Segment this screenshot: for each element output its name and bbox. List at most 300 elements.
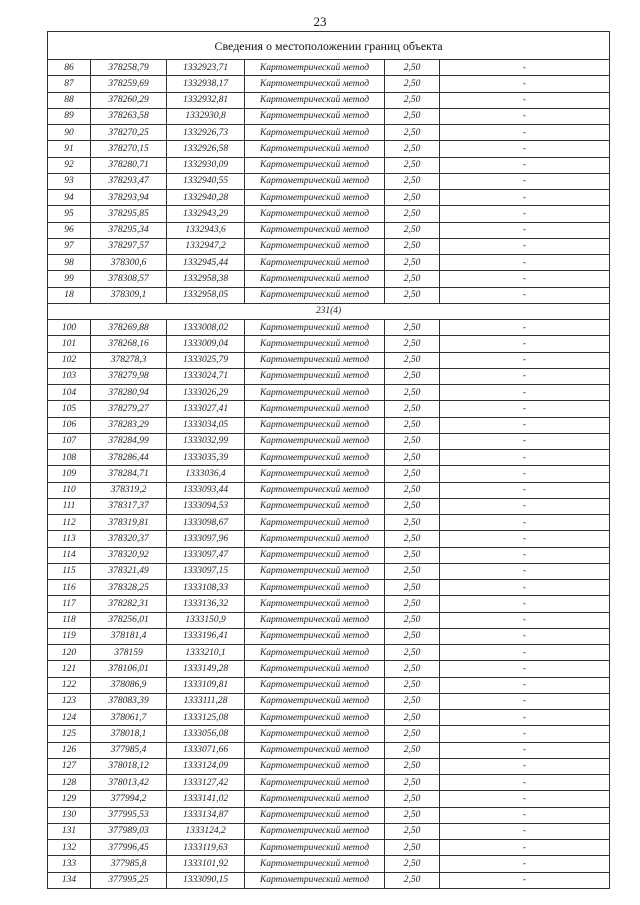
accuracy-cell: 2,50 bbox=[385, 255, 440, 271]
accuracy-cell: 2,50 bbox=[385, 60, 440, 76]
x-coordinate-cell: 378018,1 bbox=[91, 726, 167, 742]
x-coordinate-cell: 378282,31 bbox=[91, 596, 167, 612]
method-cell: Картометрический метод bbox=[245, 141, 385, 157]
table-row bbox=[48, 645, 610, 661]
description-cell: - bbox=[440, 336, 610, 352]
accuracy-cell: 2,50 bbox=[385, 515, 440, 531]
table-row bbox=[48, 710, 610, 726]
description-cell: - bbox=[440, 271, 610, 287]
description-cell: - bbox=[440, 840, 610, 856]
description-cell: - bbox=[440, 466, 610, 482]
method-cell: Картометрический метод bbox=[245, 76, 385, 92]
x-coordinate-cell: 378268,16 bbox=[91, 336, 167, 352]
point-number-cell: 114 bbox=[48, 547, 91, 563]
y-coordinate-cell: 1333094,53 bbox=[167, 498, 245, 514]
point-number-cell: 131 bbox=[48, 823, 91, 839]
point-number-cell: 88 bbox=[48, 92, 91, 108]
point-number-cell: 91 bbox=[48, 141, 91, 157]
point-number-cell: 124 bbox=[48, 710, 91, 726]
table-row bbox=[48, 693, 610, 709]
x-coordinate-cell: 378159 bbox=[91, 645, 167, 661]
table-row bbox=[48, 856, 610, 872]
y-coordinate-cell: 1333036,4 bbox=[167, 466, 245, 482]
description-cell: - bbox=[440, 222, 610, 238]
table-row bbox=[48, 125, 610, 141]
method-cell: Картометрический метод bbox=[245, 498, 385, 514]
point-number-cell: 93 bbox=[48, 173, 91, 189]
description-cell: - bbox=[440, 872, 610, 888]
point-number-cell: 101 bbox=[48, 336, 91, 352]
table-row bbox=[48, 352, 610, 368]
y-coordinate-cell: 1332930,09 bbox=[167, 157, 245, 173]
description-cell: - bbox=[440, 157, 610, 173]
description-cell: - bbox=[440, 515, 610, 531]
description-cell: - bbox=[440, 76, 610, 92]
accuracy-cell: 2,50 bbox=[385, 450, 440, 466]
x-coordinate-cell: 378308,57 bbox=[91, 271, 167, 287]
description-cell: - bbox=[440, 238, 610, 254]
x-coordinate-cell: 378018,12 bbox=[91, 758, 167, 774]
accuracy-cell: 2,50 bbox=[385, 466, 440, 482]
point-number-cell: 99 bbox=[48, 271, 91, 287]
table-row bbox=[48, 563, 610, 579]
accuracy-cell: 2,50 bbox=[385, 596, 440, 612]
method-cell: Картометрический метод bbox=[245, 596, 385, 612]
method-cell: Картометрический метод bbox=[245, 482, 385, 498]
x-coordinate-cell: 378270,25 bbox=[91, 125, 167, 141]
x-coordinate-cell: 378270,15 bbox=[91, 141, 167, 157]
x-coordinate-cell: 378284,71 bbox=[91, 466, 167, 482]
table-row bbox=[48, 742, 610, 758]
y-coordinate-cell: 1333141,02 bbox=[167, 791, 245, 807]
point-number-cell: 92 bbox=[48, 157, 91, 173]
point-number-cell: 121 bbox=[48, 661, 91, 677]
table-row bbox=[48, 238, 610, 254]
description-cell: - bbox=[440, 401, 610, 417]
accuracy-cell: 2,50 bbox=[385, 385, 440, 401]
x-coordinate-cell: 378320,37 bbox=[91, 531, 167, 547]
y-coordinate-cell: 1332943,29 bbox=[167, 206, 245, 222]
method-cell: Картометрический метод bbox=[245, 515, 385, 531]
x-coordinate-cell: 378013,42 bbox=[91, 775, 167, 791]
point-number-cell: 102 bbox=[48, 352, 91, 368]
y-coordinate-cell: 1332926,73 bbox=[167, 125, 245, 141]
table-row bbox=[48, 255, 610, 271]
x-coordinate-cell: 378061,7 bbox=[91, 710, 167, 726]
accuracy-cell: 2,50 bbox=[385, 775, 440, 791]
point-number-cell: 112 bbox=[48, 515, 91, 531]
table-row bbox=[48, 547, 610, 563]
y-coordinate-cell: 1333109,81 bbox=[167, 677, 245, 693]
point-number-cell: 95 bbox=[48, 206, 91, 222]
description-cell: - bbox=[440, 92, 610, 108]
y-coordinate-cell: 1333035,39 bbox=[167, 450, 245, 466]
x-coordinate-cell: 378280,94 bbox=[91, 385, 167, 401]
x-coordinate-cell: 378260,29 bbox=[91, 92, 167, 108]
description-cell: - bbox=[440, 60, 610, 76]
accuracy-cell: 2,50 bbox=[385, 157, 440, 173]
accuracy-cell: 2,50 bbox=[385, 791, 440, 807]
point-number-cell: 116 bbox=[48, 580, 91, 596]
point-number-cell: 129 bbox=[48, 791, 91, 807]
table-row bbox=[48, 498, 610, 514]
accuracy-cell: 2,50 bbox=[385, 482, 440, 498]
y-coordinate-cell: 1333093,44 bbox=[167, 482, 245, 498]
point-number-cell: 106 bbox=[48, 417, 91, 433]
y-coordinate-cell: 1332958,05 bbox=[167, 287, 245, 303]
method-cell: Картометрический метод bbox=[245, 222, 385, 238]
accuracy-cell: 2,50 bbox=[385, 336, 440, 352]
table-row bbox=[48, 287, 610, 303]
table-row bbox=[48, 433, 610, 449]
method-cell: Картометрический метод bbox=[245, 531, 385, 547]
method-cell: Картометрический метод bbox=[245, 206, 385, 222]
accuracy-cell: 2,50 bbox=[385, 92, 440, 108]
table-row bbox=[48, 60, 610, 76]
accuracy-cell: 2,50 bbox=[385, 222, 440, 238]
description-cell: - bbox=[440, 693, 610, 709]
description-cell: - bbox=[440, 596, 610, 612]
description-cell: - bbox=[440, 677, 610, 693]
x-coordinate-cell: 377996,45 bbox=[91, 840, 167, 856]
x-coordinate-cell: 378284,99 bbox=[91, 433, 167, 449]
y-coordinate-cell: 1333009,04 bbox=[167, 336, 245, 352]
x-coordinate-cell: 378320,92 bbox=[91, 547, 167, 563]
y-coordinate-cell: 1333098,67 bbox=[167, 515, 245, 531]
table-row bbox=[48, 401, 610, 417]
accuracy-cell: 2,50 bbox=[385, 710, 440, 726]
accuracy-cell: 2,50 bbox=[385, 726, 440, 742]
point-number-cell: 107 bbox=[48, 433, 91, 449]
table-row bbox=[48, 417, 610, 433]
method-cell: Картометрический метод bbox=[245, 287, 385, 303]
method-cell: Картометрический метод bbox=[245, 758, 385, 774]
description-cell: - bbox=[440, 255, 610, 271]
method-cell: Картометрический метод bbox=[245, 726, 385, 742]
method-cell: Картометрический метод bbox=[245, 336, 385, 352]
description-cell: - bbox=[440, 645, 610, 661]
table-row bbox=[48, 190, 610, 206]
table-row bbox=[48, 628, 610, 644]
method-cell: Картометрический метод bbox=[245, 693, 385, 709]
point-number-cell: 127 bbox=[48, 758, 91, 774]
table-row bbox=[48, 758, 610, 774]
y-coordinate-cell: 1333134,87 bbox=[167, 807, 245, 823]
method-cell: Картометрический метод bbox=[245, 645, 385, 661]
accuracy-cell: 2,50 bbox=[385, 417, 440, 433]
y-coordinate-cell: 1333150,9 bbox=[167, 612, 245, 628]
point-number-cell: 104 bbox=[48, 385, 91, 401]
method-cell: Картометрический метод bbox=[245, 255, 385, 271]
table-row bbox=[48, 466, 610, 482]
y-coordinate-cell: 1333026,29 bbox=[167, 385, 245, 401]
x-coordinate-cell: 378280,71 bbox=[91, 157, 167, 173]
description-cell: - bbox=[440, 726, 610, 742]
y-coordinate-cell: 1332932,81 bbox=[167, 92, 245, 108]
point-number-cell: 122 bbox=[48, 677, 91, 693]
x-coordinate-cell: 378256,01 bbox=[91, 612, 167, 628]
point-number-cell: 123 bbox=[48, 693, 91, 709]
section-label: 231(4) bbox=[48, 303, 610, 319]
y-coordinate-cell: 1333124,2 bbox=[167, 823, 245, 839]
x-coordinate-cell: 378181,4 bbox=[91, 628, 167, 644]
point-number-cell: 100 bbox=[48, 320, 91, 336]
description-cell: - bbox=[440, 125, 610, 141]
accuracy-cell: 2,50 bbox=[385, 76, 440, 92]
description-cell: - bbox=[440, 823, 610, 839]
description-cell: - bbox=[440, 807, 610, 823]
accuracy-cell: 2,50 bbox=[385, 872, 440, 888]
method-cell: Картометрический метод bbox=[245, 612, 385, 628]
table-row bbox=[48, 385, 610, 401]
description-cell: - bbox=[440, 173, 610, 189]
y-coordinate-cell: 1333097,47 bbox=[167, 547, 245, 563]
point-number-cell: 134 bbox=[48, 872, 91, 888]
description-cell: - bbox=[440, 628, 610, 644]
description-cell: - bbox=[440, 775, 610, 791]
table-row bbox=[48, 823, 610, 839]
accuracy-cell: 2,50 bbox=[385, 401, 440, 417]
x-coordinate-cell: 378279,98 bbox=[91, 368, 167, 384]
point-number-cell: 133 bbox=[48, 856, 91, 872]
table-row bbox=[48, 515, 610, 531]
table-row bbox=[48, 807, 610, 823]
table-title-row bbox=[48, 32, 610, 60]
method-cell: Картометрический метод bbox=[245, 856, 385, 872]
table-row bbox=[48, 450, 610, 466]
x-coordinate-cell: 378295,34 bbox=[91, 222, 167, 238]
method-cell: Картометрический метод bbox=[245, 320, 385, 336]
table-row bbox=[48, 157, 610, 173]
point-number-cell: 111 bbox=[48, 498, 91, 514]
x-coordinate-cell: 377989,03 bbox=[91, 823, 167, 839]
description-cell: - bbox=[440, 450, 610, 466]
table-row bbox=[48, 726, 610, 742]
accuracy-cell: 2,50 bbox=[385, 661, 440, 677]
accuracy-cell: 2,50 bbox=[385, 677, 440, 693]
accuracy-cell: 2,50 bbox=[385, 840, 440, 856]
method-cell: Картометрический метод bbox=[245, 92, 385, 108]
point-number-cell: 98 bbox=[48, 255, 91, 271]
x-coordinate-cell: 378279,27 bbox=[91, 401, 167, 417]
method-cell: Картометрический метод bbox=[245, 791, 385, 807]
y-coordinate-cell: 1333111,28 bbox=[167, 693, 245, 709]
description-cell: - bbox=[440, 547, 610, 563]
method-cell: Картометрический метод bbox=[245, 840, 385, 856]
point-number-cell: 94 bbox=[48, 190, 91, 206]
y-coordinate-cell: 1332926,58 bbox=[167, 141, 245, 157]
description-cell: - bbox=[440, 320, 610, 336]
point-number-cell: 117 bbox=[48, 596, 91, 612]
description-cell: - bbox=[440, 498, 610, 514]
method-cell: Картометрический метод bbox=[245, 157, 385, 173]
x-coordinate-cell: 378259,69 bbox=[91, 76, 167, 92]
method-cell: Картометрический метод bbox=[245, 775, 385, 791]
x-coordinate-cell: 378106,01 bbox=[91, 661, 167, 677]
y-coordinate-cell: 1333024,71 bbox=[167, 368, 245, 384]
x-coordinate-cell: 377995,25 bbox=[91, 872, 167, 888]
y-coordinate-cell: 1333127,42 bbox=[167, 775, 245, 791]
accuracy-cell: 2,50 bbox=[385, 531, 440, 547]
method-cell: Картометрический метод bbox=[245, 823, 385, 839]
method-cell: Картометрический метод bbox=[245, 628, 385, 644]
accuracy-cell: 2,50 bbox=[385, 108, 440, 124]
table-row bbox=[48, 677, 610, 693]
method-cell: Картометрический метод bbox=[245, 710, 385, 726]
y-coordinate-cell: 1333108,33 bbox=[167, 580, 245, 596]
accuracy-cell: 2,50 bbox=[385, 206, 440, 222]
table-row bbox=[48, 368, 610, 384]
point-number-cell: 125 bbox=[48, 726, 91, 742]
accuracy-cell: 2,50 bbox=[385, 547, 440, 563]
x-coordinate-cell: 378278,3 bbox=[91, 352, 167, 368]
description-cell: - bbox=[440, 661, 610, 677]
description-cell: - bbox=[440, 352, 610, 368]
accuracy-cell: 2,50 bbox=[385, 563, 440, 579]
y-coordinate-cell: 1333025,79 bbox=[167, 352, 245, 368]
method-cell: Картометрический метод bbox=[245, 677, 385, 693]
accuracy-cell: 2,50 bbox=[385, 807, 440, 823]
point-number-cell: 119 bbox=[48, 628, 91, 644]
accuracy-cell: 2,50 bbox=[385, 238, 440, 254]
description-cell: - bbox=[440, 580, 610, 596]
y-coordinate-cell: 1332958,38 bbox=[167, 271, 245, 287]
table-row bbox=[48, 596, 610, 612]
y-coordinate-cell: 1333034,05 bbox=[167, 417, 245, 433]
accuracy-cell: 2,50 bbox=[385, 693, 440, 709]
method-cell: Картометрический метод bbox=[245, 417, 385, 433]
description-cell: - bbox=[440, 206, 610, 222]
y-coordinate-cell: 1333090,15 bbox=[167, 872, 245, 888]
y-coordinate-cell: 1333125,08 bbox=[167, 710, 245, 726]
accuracy-cell: 2,50 bbox=[385, 320, 440, 336]
table-row bbox=[48, 775, 610, 791]
point-number-cell: 113 bbox=[48, 531, 91, 547]
method-cell: Картометрический метод bbox=[245, 190, 385, 206]
x-coordinate-cell: 378309,1 bbox=[91, 287, 167, 303]
x-coordinate-cell: 378300,6 bbox=[91, 255, 167, 271]
y-coordinate-cell: 1333027,41 bbox=[167, 401, 245, 417]
x-coordinate-cell: 377995,53 bbox=[91, 807, 167, 823]
accuracy-cell: 2,50 bbox=[385, 173, 440, 189]
table-row bbox=[48, 612, 610, 628]
description-cell: - bbox=[440, 433, 610, 449]
table-row bbox=[48, 173, 610, 189]
table-row bbox=[48, 580, 610, 596]
description-cell: - bbox=[440, 417, 610, 433]
y-coordinate-cell: 1332940,55 bbox=[167, 173, 245, 189]
point-number-cell: 89 bbox=[48, 108, 91, 124]
y-coordinate-cell: 1332943,6 bbox=[167, 222, 245, 238]
description-cell: - bbox=[440, 287, 610, 303]
description-cell: - bbox=[440, 190, 610, 206]
method-cell: Картометрический метод bbox=[245, 563, 385, 579]
section-row bbox=[48, 303, 610, 319]
accuracy-cell: 2,50 bbox=[385, 580, 440, 596]
accuracy-cell: 2,50 bbox=[385, 141, 440, 157]
x-coordinate-cell: 378258,79 bbox=[91, 60, 167, 76]
table-row bbox=[48, 271, 610, 287]
point-number-cell: 126 bbox=[48, 742, 91, 758]
point-number-cell: 108 bbox=[48, 450, 91, 466]
method-cell: Картометрический метод bbox=[245, 433, 385, 449]
method-cell: Картометрический метод bbox=[245, 368, 385, 384]
table-row bbox=[48, 108, 610, 124]
accuracy-cell: 2,50 bbox=[385, 287, 440, 303]
point-number-cell: 103 bbox=[48, 368, 91, 384]
x-coordinate-cell: 378269,88 bbox=[91, 320, 167, 336]
x-coordinate-cell: 377994,2 bbox=[91, 791, 167, 807]
accuracy-cell: 2,50 bbox=[385, 190, 440, 206]
point-number-cell: 118 bbox=[48, 612, 91, 628]
y-coordinate-cell: 1333008,02 bbox=[167, 320, 245, 336]
point-number-cell: 110 bbox=[48, 482, 91, 498]
method-cell: Картометрический метод bbox=[245, 352, 385, 368]
description-cell: - bbox=[440, 385, 610, 401]
description-cell: - bbox=[440, 710, 610, 726]
description-cell: - bbox=[440, 531, 610, 547]
description-cell: - bbox=[440, 791, 610, 807]
description-cell: - bbox=[440, 108, 610, 124]
y-coordinate-cell: 1332930,8 bbox=[167, 108, 245, 124]
boundary-table bbox=[47, 31, 610, 889]
x-coordinate-cell: 378297,57 bbox=[91, 238, 167, 254]
accuracy-cell: 2,50 bbox=[385, 352, 440, 368]
method-cell: Картометрический метод bbox=[245, 547, 385, 563]
method-cell: Картометрический метод bbox=[245, 466, 385, 482]
point-number-cell: 97 bbox=[48, 238, 91, 254]
method-cell: Картометрический метод bbox=[245, 238, 385, 254]
description-cell: - bbox=[440, 563, 610, 579]
accuracy-cell: 2,50 bbox=[385, 645, 440, 661]
table-row bbox=[48, 222, 610, 238]
method-cell: Картометрический метод bbox=[245, 173, 385, 189]
point-number-cell: 120 bbox=[48, 645, 91, 661]
table-row bbox=[48, 92, 610, 108]
point-number-cell: 18 bbox=[48, 287, 91, 303]
x-coordinate-cell: 378286,44 bbox=[91, 450, 167, 466]
table-row bbox=[48, 661, 610, 677]
point-number-cell: 132 bbox=[48, 840, 91, 856]
description-cell: - bbox=[440, 141, 610, 157]
y-coordinate-cell: 1333136,32 bbox=[167, 596, 245, 612]
method-cell: Картометрический метод bbox=[245, 60, 385, 76]
accuracy-cell: 2,50 bbox=[385, 742, 440, 758]
point-number-cell: 87 bbox=[48, 76, 91, 92]
y-coordinate-cell: 1332940,28 bbox=[167, 190, 245, 206]
point-number-cell: 128 bbox=[48, 775, 91, 791]
method-cell: Картометрический метод bbox=[245, 385, 385, 401]
table-row bbox=[48, 320, 610, 336]
x-coordinate-cell: 378283,29 bbox=[91, 417, 167, 433]
description-cell: - bbox=[440, 612, 610, 628]
method-cell: Картометрический метод bbox=[245, 108, 385, 124]
table-row bbox=[48, 791, 610, 807]
method-cell: Картометрический метод bbox=[245, 271, 385, 287]
accuracy-cell: 2,50 bbox=[385, 368, 440, 384]
point-number-cell: 96 bbox=[48, 222, 91, 238]
method-cell: Картометрический метод bbox=[245, 450, 385, 466]
y-coordinate-cell: 1333056,08 bbox=[167, 726, 245, 742]
point-number-cell: 109 bbox=[48, 466, 91, 482]
y-coordinate-cell: 1332945,44 bbox=[167, 255, 245, 271]
x-coordinate-cell: 378328,25 bbox=[91, 580, 167, 596]
point-number-cell: 105 bbox=[48, 401, 91, 417]
y-coordinate-cell: 1333210,1 bbox=[167, 645, 245, 661]
table-row bbox=[48, 141, 610, 157]
y-coordinate-cell: 1332947,2 bbox=[167, 238, 245, 254]
accuracy-cell: 2,50 bbox=[385, 433, 440, 449]
